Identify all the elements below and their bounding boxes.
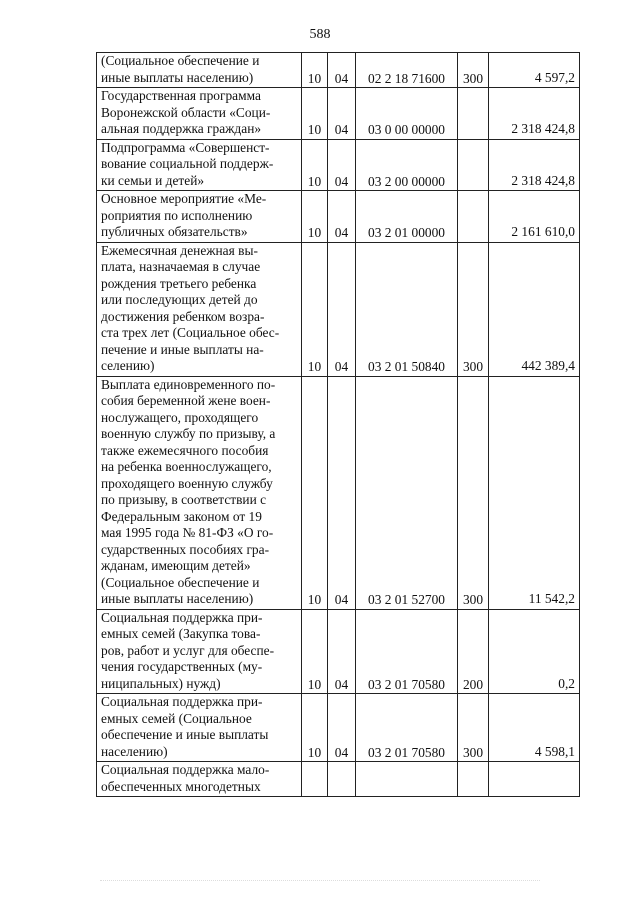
- expense-type-code: [458, 191, 489, 243]
- target-article-code: 03 0 00 00000: [356, 88, 458, 140]
- subsection-code: 04: [328, 53, 356, 88]
- section-code: 10: [302, 139, 328, 191]
- target-article-code: 03 2 01 50840: [356, 242, 458, 376]
- expense-type-code: [458, 88, 489, 140]
- section-code: 10: [302, 376, 328, 609]
- amount-value: 2 161 610,0: [489, 191, 580, 243]
- subsection-code: 04: [328, 191, 356, 243]
- table-row: [97, 88, 580, 140]
- amount-value: 4 598,1: [489, 694, 580, 762]
- target-article-code: 02 2 18 71600: [356, 53, 458, 88]
- row-description: Социальная поддержка при- емных семей (Социальное обеспечение и иные выплаты населению): [97, 694, 302, 762]
- subsection-code: 04: [328, 609, 356, 694]
- expense-type-code: 300: [458, 694, 489, 762]
- target-article-code: 03 2 01 70580: [356, 609, 458, 694]
- subsection-code: 04: [328, 139, 356, 191]
- section-code: 10: [302, 609, 328, 694]
- row-description: Подпрограмма «Совершенст- вование социальной поддерж- ки семьи и детей»: [97, 139, 302, 191]
- subsection-code: 04: [328, 376, 356, 609]
- scan-artifact: [100, 880, 540, 882]
- section-code: 10: [302, 191, 328, 243]
- section-code: [302, 762, 328, 797]
- section-code: 10: [302, 88, 328, 140]
- target-article-code: 03 2 00 00000: [356, 139, 458, 191]
- section-code: 10: [302, 694, 328, 762]
- expense-type-code: [458, 762, 489, 797]
- table-row: [97, 694, 580, 762]
- table-row: [97, 242, 580, 376]
- table-row: [97, 139, 580, 191]
- subsection-code: 04: [328, 242, 356, 376]
- subsection-code: 04: [328, 88, 356, 140]
- expense-type-code: 300: [458, 376, 489, 609]
- row-description: Ежемесячная денежная вы- плата, назначаемая в случае рождения третьего ребенка или последующих детей до достижения ребенком возра- ста трех лет (Социальное обес- печение и иные выплаты на- селению): [97, 242, 302, 376]
- target-article-code: [356, 762, 458, 797]
- table-row: [97, 376, 580, 609]
- row-description: Социальная поддержка при- емных семей (Закупка това- ров, работ и услуг для обеспе- чения государственных (му- ниципальных) нужд): [97, 609, 302, 694]
- subsection-code: 04: [328, 694, 356, 762]
- row-description: Выплата единовременного по- собия беременной жене воен- нослужащего, проходящего военную службу по призыву, а также ежемесячного пособия на ребенка военнослужащего, проходящего военную службу по призыву, в соответствии с Федеральным законом от 19 мая 1995 года № 81-ФЗ «О го- сударственных пособиях гра- жданам, имеющим детей» (Социальное обеспечение и иные выплаты населению): [97, 376, 302, 609]
- row-description: Государственная программа Воронежской области «Соци- альная поддержка граждан»: [97, 88, 302, 140]
- budget-table: [96, 52, 580, 797]
- amount-value: [489, 762, 580, 797]
- expense-type-code: 300: [458, 242, 489, 376]
- amount-value: 0,2: [489, 609, 580, 694]
- table-row: [97, 762, 580, 797]
- page-number: 588: [309, 27, 331, 42]
- expense-type-code: 300: [458, 53, 489, 88]
- amount-value: 2 318 424,8: [489, 139, 580, 191]
- target-article-code: 03 2 01 52700: [356, 376, 458, 609]
- target-article-code: 03 2 01 70580: [356, 694, 458, 762]
- table-row: [97, 609, 580, 694]
- table-row: [97, 53, 580, 88]
- subsection-code: [328, 762, 356, 797]
- target-article-code: 03 2 01 00000: [356, 191, 458, 243]
- expense-type-code: 200: [458, 609, 489, 694]
- row-description: (Социальное обеспечение и иные выплаты населению): [97, 53, 302, 88]
- amount-value: 11 542,2: [489, 376, 580, 609]
- row-description: Социальная поддержка мало- обеспеченных многодетных: [97, 762, 302, 797]
- expense-type-code: [458, 139, 489, 191]
- section-code: 10: [302, 242, 328, 376]
- row-description: Основное мероприятие «Ме- роприятия по исполнению публичных обязательств»: [97, 191, 302, 243]
- section-code: 10: [302, 53, 328, 88]
- amount-value: 4 597,2: [489, 53, 580, 88]
- amount-value: 442 389,4: [489, 242, 580, 376]
- table-row: [97, 191, 580, 243]
- amount-value: 2 318 424,8: [489, 88, 580, 140]
